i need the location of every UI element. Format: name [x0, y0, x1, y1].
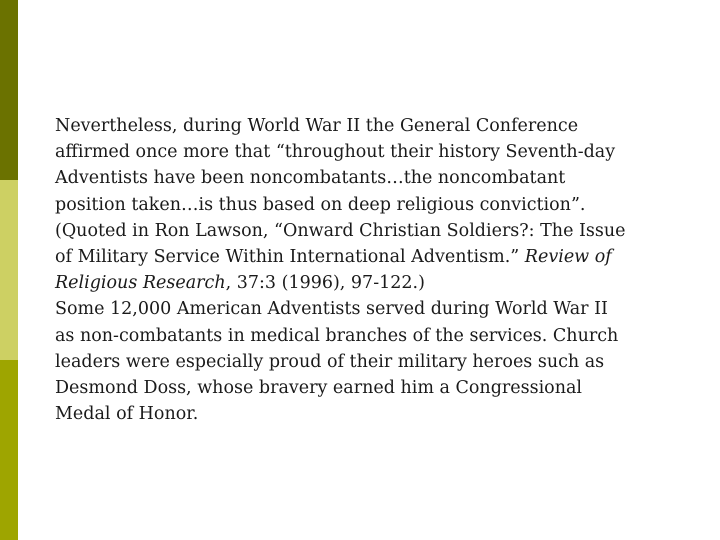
journal-title-part: Religious Research	[55, 273, 226, 294]
journal-title-part: Review of	[524, 247, 612, 268]
text-line: Desmond Doss, whose bravery earned him a Congressional	[55, 378, 583, 399]
side-bar-middle	[0, 180, 18, 360]
text-line	[55, 244, 695, 270]
text-line: Some 12,000 American Adventists served during World War II	[55, 299, 608, 320]
text-line: Adventists have been noncombatants…the noncombatant	[55, 168, 566, 189]
slide-body-text	[55, 113, 695, 427]
text-line: affirmed once more that “throughout their history Seventh-day	[55, 142, 616, 163]
text-line	[55, 270, 695, 296]
text-line: Nevertheless, during World War II the General Conference	[55, 116, 579, 136]
text-line: Medal of Honor.	[55, 404, 199, 425]
side-bar-top	[0, 0, 18, 180]
text-line: position taken…is thus based on deep religious conviction”.	[55, 194, 586, 215]
citation-details: , 37:3 (1996), 97-122.)	[225, 273, 425, 294]
text-line: as non-combatants in medical branches of the services. Church	[55, 325, 619, 346]
text-line: leaders were especially proud of their military heroes such as	[55, 351, 605, 372]
text-segment: of Military Service Within International Adventism.”	[55, 247, 525, 268]
side-bar-bottom	[0, 360, 18, 540]
text-line: (Quoted in Ron Lawson, “Onward Christian Soldiers?: The Issue	[55, 220, 626, 241]
